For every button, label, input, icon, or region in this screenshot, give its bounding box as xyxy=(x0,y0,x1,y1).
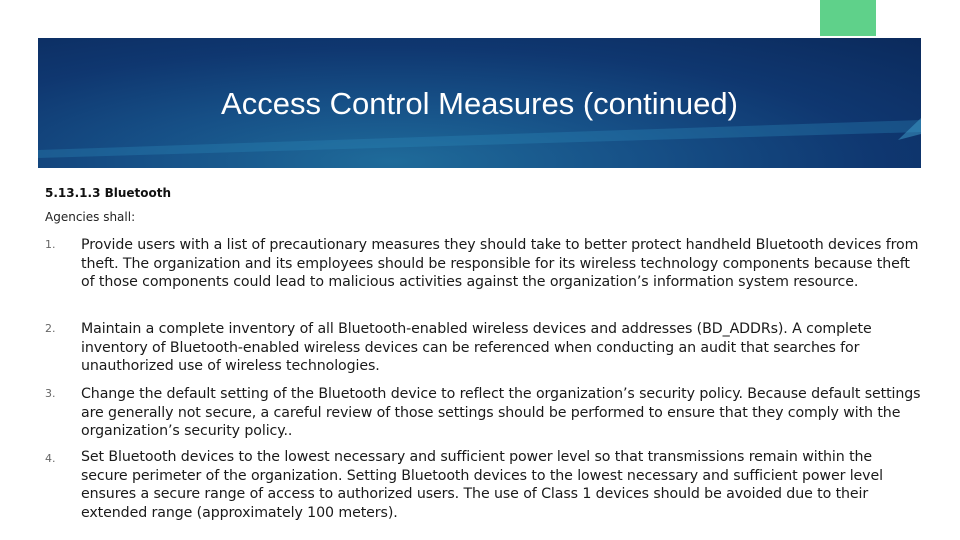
list-item-number: 1. xyxy=(45,238,56,251)
section-heading: 5.13.1.3 Bluetooth xyxy=(45,186,172,200)
list-item-text: Provide users with a list of precautionary measures they should take to better protect handheld Bluetooth devices from theft. The organization and its employees should be responsible for its wireless technology components because theft of those components could lead to malicious activities against the organization’s information system resource. xyxy=(81,237,919,291)
accent-bar xyxy=(820,0,876,36)
slide-title: Access Control Measures (continued) xyxy=(221,86,738,121)
list-item-number: 2. xyxy=(45,322,56,335)
list-item-number: 4. xyxy=(45,452,56,465)
title-banner xyxy=(38,38,921,168)
intro-text: Agencies shall: xyxy=(45,210,136,224)
list-item-text: Maintain a complete inventory of all Bluetooth-enabled wireless devices and addresses (BD_ADDRs). A complete inventory of Bluetooth-enabled wireless devices can be referenced when conducting an audit that searches for unauthorized use of wireless technologies. xyxy=(81,321,872,375)
banner-stripe xyxy=(38,120,921,158)
list-item-text: Change the default setting of the Bluetooth device to reflect the organization’s security policy. Because default settings are generally not secure, a careful review of those settings should be performed to ensure that they comply with the organization’s security policy.. xyxy=(81,386,921,440)
list-item-text: Set Bluetooth devices to the lowest necessary and sufficient power level so that transmissions remain within the secure perimeter of the organization. Setting Bluetooth devices to the lowest necessary and sufficient power level ensures a secure range of access to authorized users. The use of Class 1 devices should be avoided due to their extended range (approximately 100 meters). xyxy=(81,449,883,521)
list-item-number: 3. xyxy=(45,387,56,400)
